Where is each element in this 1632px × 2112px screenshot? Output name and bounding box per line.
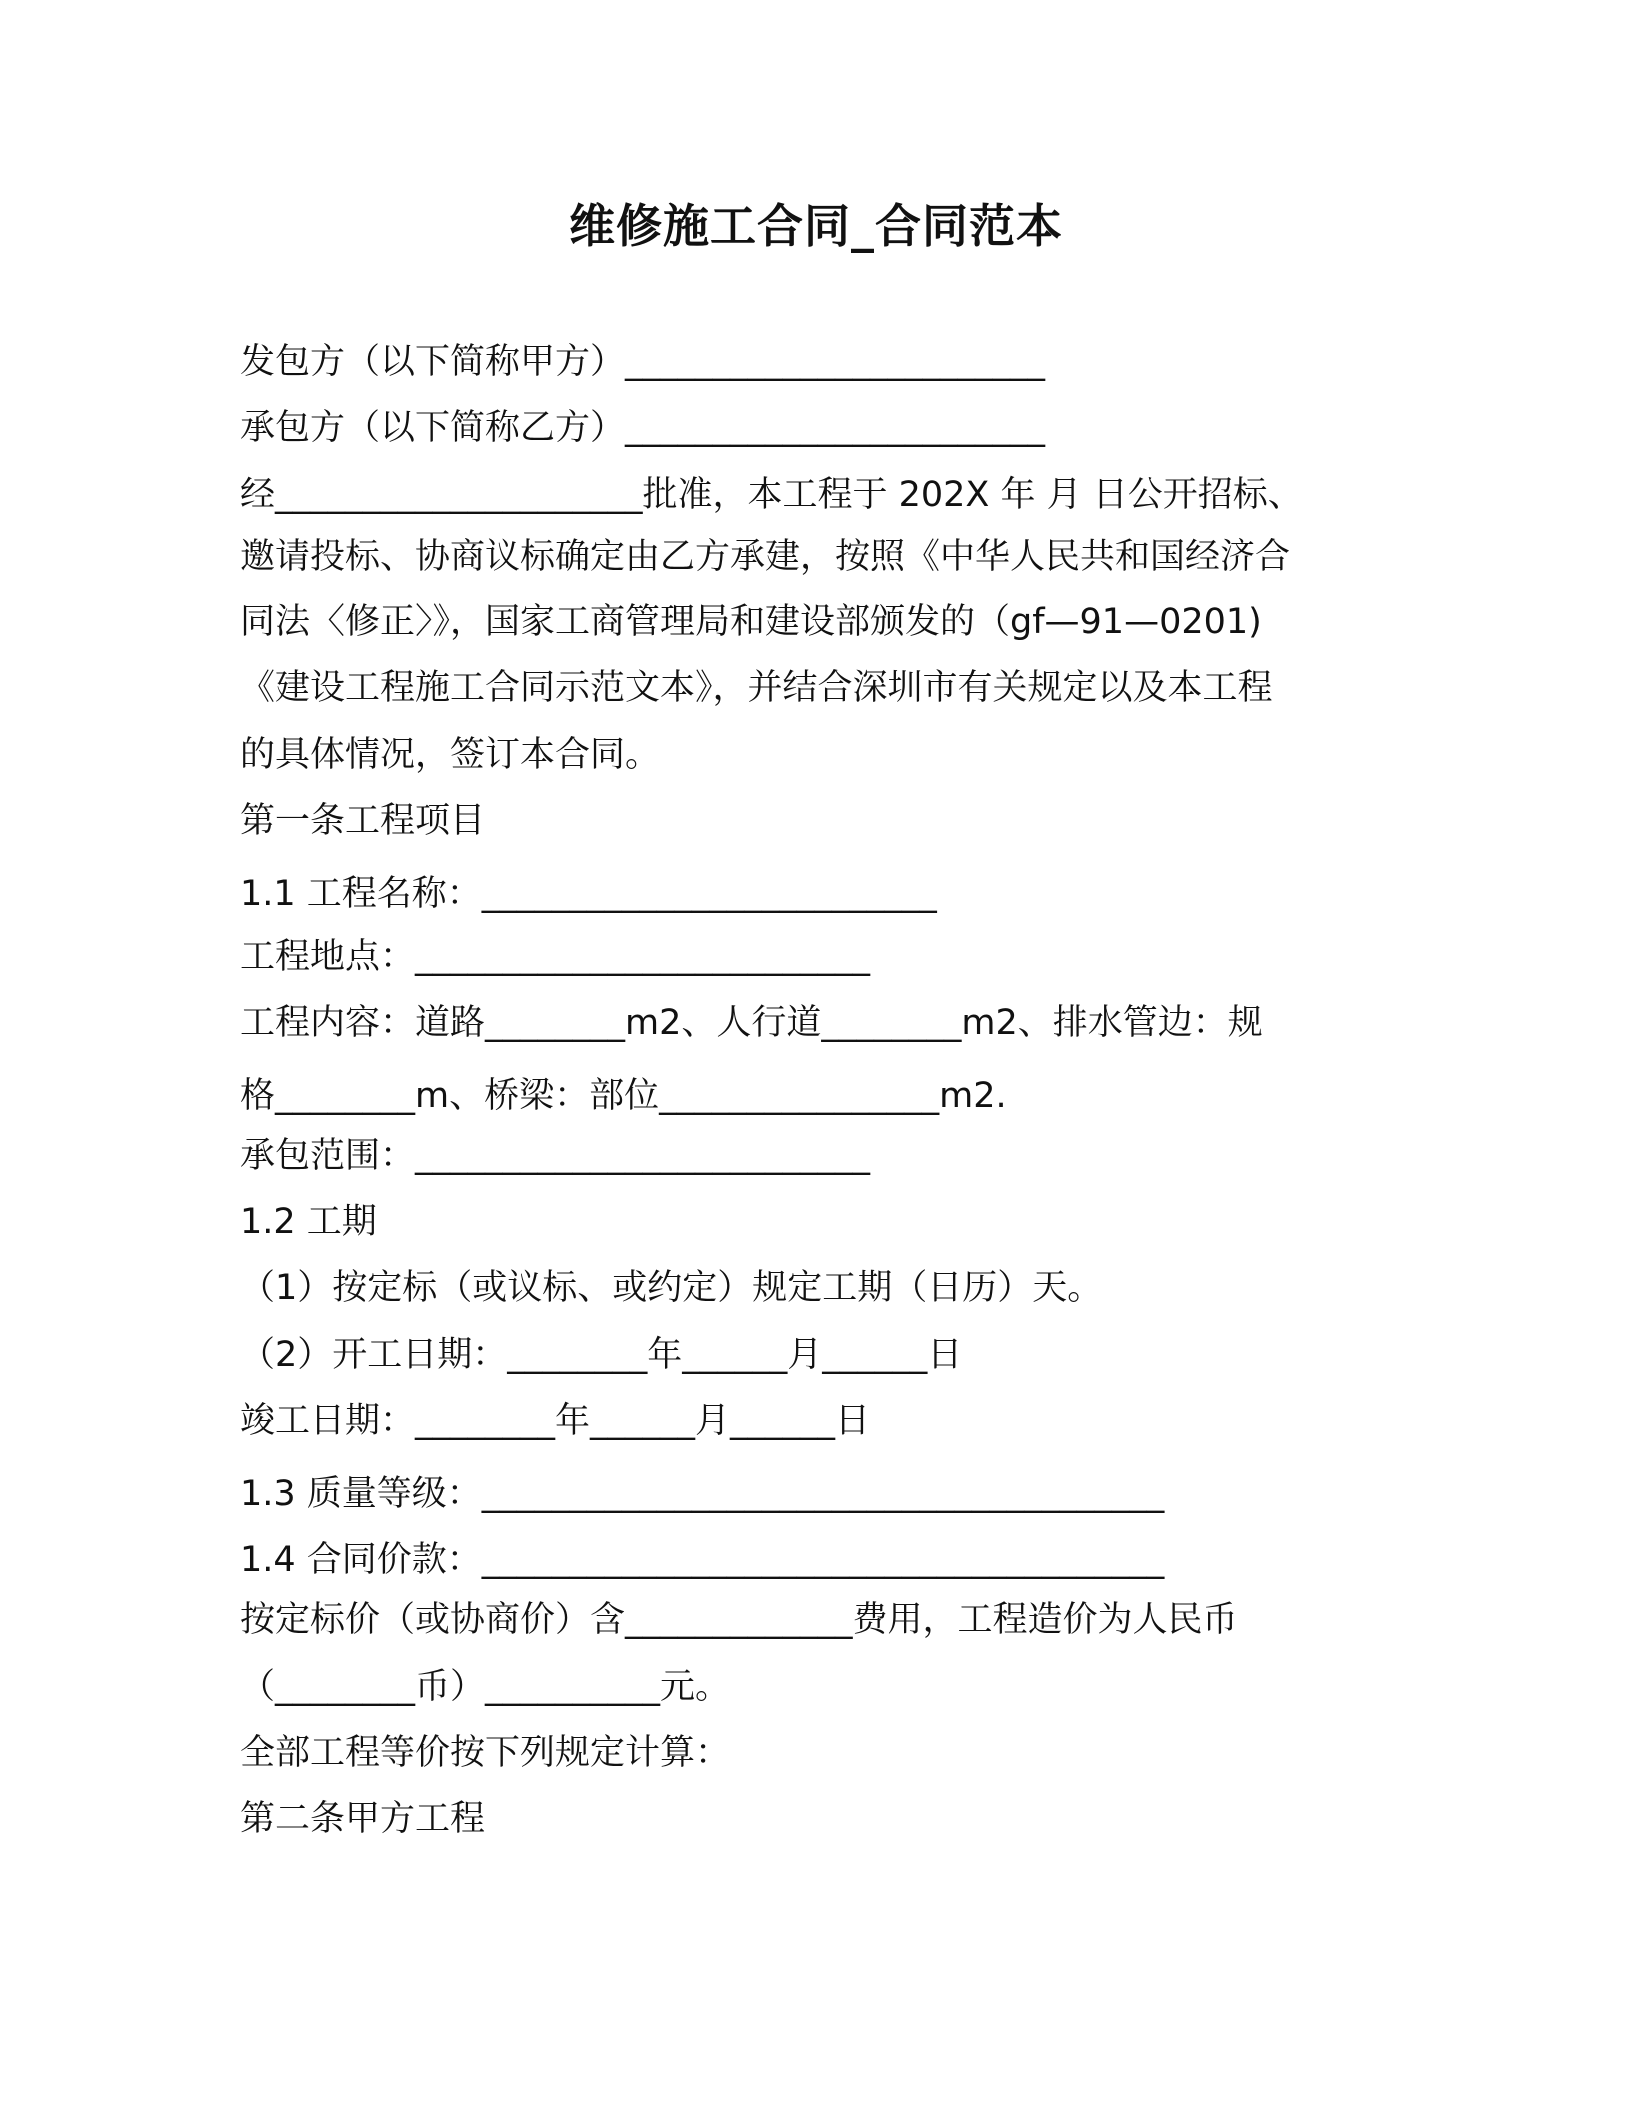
clause-line: 承包方（以下简称乙方）________________________ bbox=[240, 408, 1046, 448]
section-heading: 第二条甲方工程 bbox=[240, 1799, 486, 1839]
clause-line: 全部工程等价按下列规定计算： bbox=[240, 1733, 731, 1773]
clause-line: 的具体情况，签订本合同。 bbox=[240, 735, 661, 775]
page-title: 维修施工合同_合同范本 bbox=[569, 199, 1063, 253]
clause-line: 1.4 合同价款：_______________________________________ bbox=[240, 1540, 1165, 1580]
clause-line: 邀请投标、协商议标确定由乙方承建，按照《中华人民共和国经济合 bbox=[240, 537, 1291, 577]
clause-line: （1）按定标（或议标、或约定）规定工期（日历）天。 bbox=[240, 1268, 1103, 1308]
clause-line: 1.3 质量等级：_______________________________________ bbox=[240, 1474, 1165, 1514]
clause-line: （________币）__________元。 bbox=[240, 1667, 731, 1707]
clause-line: （2）开工日期：________年______月______日 bbox=[240, 1335, 963, 1375]
clause-line: 同法〈修正〉》，国家工商管理局和建设部颁发的（gf—91—0201) bbox=[240, 602, 1262, 642]
clause-line: 1.1 工程名称：__________________________ bbox=[240, 874, 937, 914]
clause-line: 竣工日期：________年______月______日 bbox=[240, 1401, 871, 1441]
clause-line: 工程地点：__________________________ bbox=[240, 937, 871, 977]
clause-line: 经_____________________批准，本工程于 202X 年 月 日公开招标、 bbox=[240, 475, 1303, 515]
clause-line: 承包范围：__________________________ bbox=[240, 1136, 871, 1176]
clause-line: 《建设工程施工合同示范文本》，并结合深圳市有关规定以及本工程 bbox=[240, 668, 1273, 708]
clause-line: 格________m、桥梁：部位________________m2. bbox=[240, 1076, 1007, 1116]
clause-line: 发包方（以下简称甲方）________________________ bbox=[240, 342, 1046, 382]
subsection-heading: 1.2 工期 bbox=[240, 1202, 377, 1242]
clause-line: 工程内容：道路________m2、人行道________m2、排水管边：规 bbox=[240, 1003, 1263, 1043]
section-heading: 第一条工程项目 bbox=[240, 801, 486, 841]
clause-line: 按定标价（或协商价）含_____________费用，工程造价为人民币 bbox=[240, 1600, 1238, 1640]
